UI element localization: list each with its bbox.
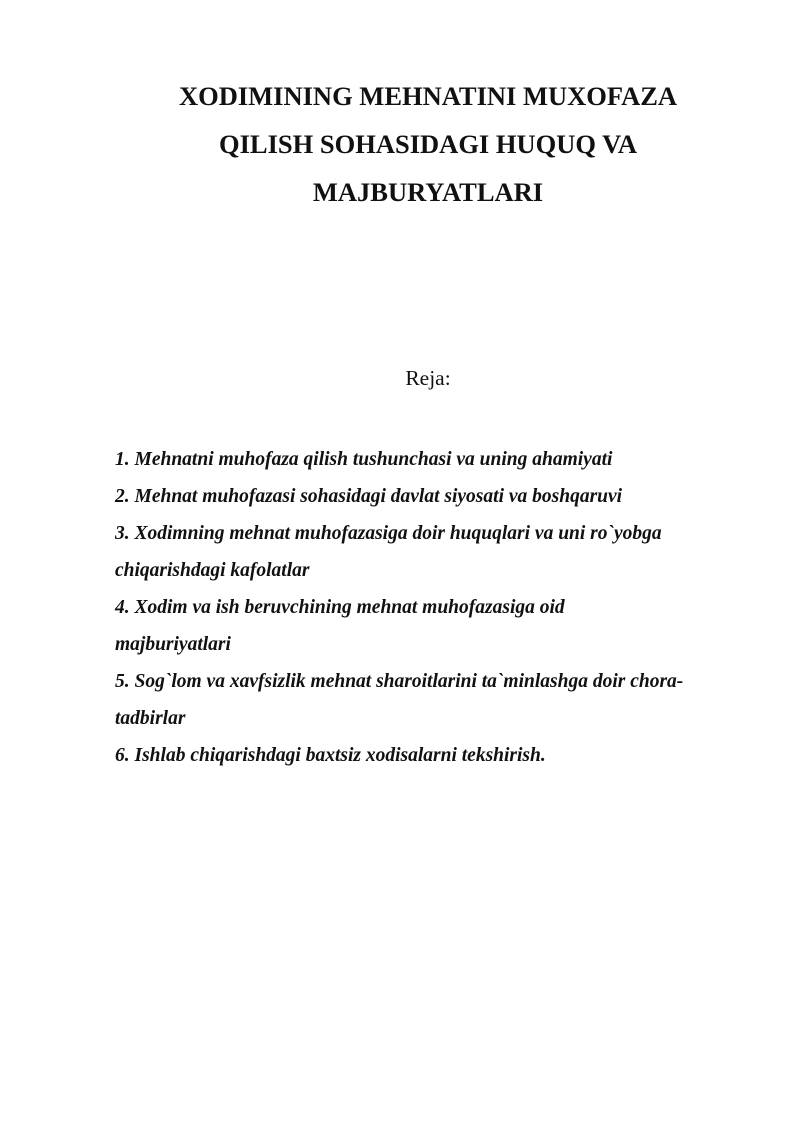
plan-item-2: 2. Mehnat muhofazasi sohasidagi davlat siyosati va boshqaruvi xyxy=(115,486,623,507)
plan-item-6: 6. Ishlab chiqarishdagi baxtsiz xodisalarni tekshirish. xyxy=(115,745,546,766)
plan-heading: Reja: xyxy=(405,366,451,390)
title-line-1: XODIMINING MEHNATINI MUXOFAZA xyxy=(178,81,678,111)
plan-item-5: 5. Sog`lom va xavfsizlik mehnat sharoitlarini ta`minlashga doir chora- xyxy=(115,671,684,692)
plan-item-4-continuation: majburiyatlari xyxy=(115,634,231,655)
plan-item-5-continuation: tadbirlar xyxy=(115,708,186,729)
plan-item-4: 4. Xodim va ish beruvchining mehnat muhofazasiga oid xyxy=(115,597,565,618)
title-line-3: MAJBURYATLARI xyxy=(312,177,544,207)
plan-item-3-continuation: chiqarishdagi kafolatlar xyxy=(115,560,310,581)
plan-item-3: 3. Xodimning mehnat muhofazasiga doir huquqlari va uni ro`yobga xyxy=(115,523,662,544)
document-title xyxy=(110,72,746,216)
title-line-2: QILISH SOHASIDAGI HUQUQ VA xyxy=(219,129,637,159)
plan-item-1: 1. Mehnatni muhofaza qilish tushunchasi va uning ahamiyati xyxy=(115,449,613,470)
plan-list xyxy=(115,441,755,774)
